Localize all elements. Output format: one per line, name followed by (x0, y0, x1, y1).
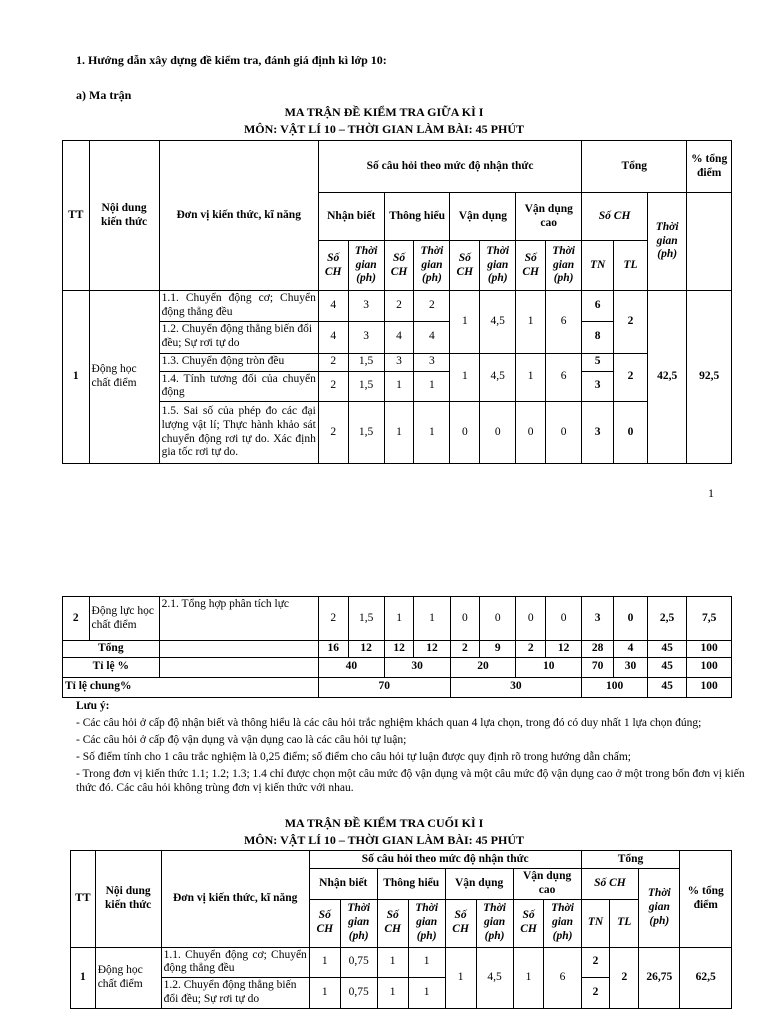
cell: 0 (516, 597, 546, 641)
unit-cell: 1.2. Chuyển động thẳng biến đổi đều; Sự rơi tự do (159, 321, 318, 353)
cell: 12 (414, 641, 450, 658)
header-soch: Số CH (384, 241, 414, 291)
row-tt: 1 (63, 291, 90, 464)
ratio-label: Tỉ lệ % (63, 657, 160, 677)
cell: 30 (384, 657, 450, 677)
cell: 92,5 (687, 291, 732, 464)
cell: 2 (384, 291, 414, 322)
cell: 1 (516, 353, 546, 402)
cell: 1,5 (348, 371, 384, 402)
matrix1-subtitle: MÔN: VẬT LÍ 10 – THỜI GIAN LÀM BÀI: 45 PHÚT (243, 122, 525, 136)
cell: 1 (309, 947, 340, 978)
cell: 3 (582, 597, 614, 641)
unit-cell: 1.5. Sai số của phép đo các đại lượng vật lí; Thực hành khảo sát chuyển động rơi tự do. Xác định gia tốc rơi tự do. (159, 402, 318, 464)
header-time: Thời gian (ph) (348, 241, 384, 291)
header-soch: Số CH (377, 899, 408, 947)
cell: 4 (384, 321, 414, 353)
cell: 3 (582, 402, 614, 464)
cell: 4 (318, 321, 348, 353)
cell: 1 (450, 291, 480, 354)
cell: 12 (384, 641, 414, 658)
cell: 6 (582, 291, 614, 322)
cell: 1 (445, 947, 476, 1008)
cell: 45 (647, 641, 686, 658)
header-content: Nội dung kiến thức (95, 851, 161, 948)
header-soch: Số CH (445, 899, 476, 947)
header-unit: Đơn vị kiến thức, kĩ năng (159, 141, 318, 291)
cell: 2 (610, 947, 639, 1008)
header-soch: Số CH (516, 241, 546, 291)
header-tl: TL (610, 899, 639, 947)
cell: 1 (309, 978, 340, 1009)
cell: 30 (614, 657, 648, 677)
header-tn: TN (581, 899, 610, 947)
header-time: Thời gian (ph) (480, 241, 516, 291)
cell: 0 (480, 597, 516, 641)
overall-label: Tỉ lệ chung% (63, 677, 319, 697)
cell: 2 (614, 291, 648, 354)
cell: 100 (582, 677, 648, 697)
cell: 28 (582, 641, 614, 658)
unit-cell: 1.4. Tính tương đối của chuyển động (159, 371, 318, 402)
header-tt: TT (63, 141, 90, 291)
cell: 45 (647, 677, 686, 697)
cell: 4,5 (480, 353, 516, 402)
cell: 1 (408, 947, 445, 978)
cell: 6 (546, 291, 582, 354)
cell: 12 (348, 641, 384, 658)
cell: 1 (414, 402, 450, 464)
cell: 100 (687, 641, 732, 658)
cell: 0 (614, 402, 648, 464)
header-percent: % tổng điểm (680, 851, 732, 948)
cell: 3 (384, 353, 414, 371)
header-content: Nội dung kiến thức (89, 141, 159, 291)
sum-label: Tổng (63, 641, 160, 658)
header-high: Vận dụng cao (513, 869, 581, 900)
note-item: - Số điểm tính cho 1 câu trắc nghiệm là 0,25 điểm; số điểm cho câu hỏi tự luận được quy định rõ trong hướng dẫn chấm; (76, 751, 631, 763)
notes-title: Lưu ý: (76, 700, 110, 712)
cell: 6 (544, 947, 581, 1008)
unit-cell: 1.1. Chuyển động cơ; Chuyển động thẳng đều (161, 947, 309, 978)
header-apply: Vận dụng (445, 869, 513, 900)
header-tn: TN (582, 241, 614, 291)
cell: 100 (687, 677, 732, 697)
cell: 7,5 (687, 597, 732, 641)
cell: 12 (546, 641, 582, 658)
cell: 100 (687, 657, 732, 677)
section-heading: 1. Hướng dẫn xây dựng đề kiểm tra, đánh giá định kì lớp 10: (76, 53, 387, 67)
cell: 4 (614, 641, 648, 658)
cell: 70 (318, 677, 450, 697)
header-high: Vận dụng cao (516, 193, 582, 241)
cell: 4,5 (476, 947, 513, 1008)
unit-cell: 2.1. Tổng hợp phân tích lực (159, 597, 318, 641)
cell: 3 (348, 321, 384, 353)
header-under: Thông hiểu (384, 193, 450, 241)
cell: 4 (318, 291, 348, 322)
cell: 0,75 (340, 947, 377, 978)
header-total: Tổng (581, 851, 680, 869)
cell: 0,75 (340, 978, 377, 1009)
cell: 1,5 (348, 597, 384, 641)
cell (159, 657, 318, 677)
cell: 1 (384, 597, 414, 641)
note-item: - Các câu hỏi ở cấp độ nhận biết và thông hiểu là các câu hỏi trắc nghiệm khách quan 4 lựa chọn, trong đó có duy nhất 1 lựa chọn đúng; (76, 717, 702, 729)
note-item: - Trong đơn vị kiến thức 1.1; 1.2; 1.3; 1.4 chỉ được chọn một câu mức độ vận dụng và một câu mức độ vận dụng cao ở một trong bốn đơn vị kiến thức đó. Các câu hỏi không trùng đơn vị kiến thức với nhau. (76, 768, 745, 795)
header-time-total: Thời gian (ph) (648, 193, 687, 291)
header-soch: Số CH (450, 241, 480, 291)
cell: 16 (318, 641, 348, 658)
cell: 2 (581, 947, 610, 978)
cell: 3 (348, 291, 384, 322)
header-tt: TT (71, 851, 96, 948)
cell: 1 (384, 371, 414, 402)
cell: 2 (581, 978, 610, 1009)
cell: 10 (516, 657, 582, 677)
matrix1-title: MA TRẬN ĐỀ KIỂM TRA GIỮA KÌ I (284, 105, 484, 119)
cell: 42,5 (648, 291, 687, 464)
cell: 2 (318, 353, 348, 371)
header-time: Thời gian (ph) (414, 241, 450, 291)
cell: 0 (480, 402, 516, 464)
header-soch: Số CH (309, 899, 340, 947)
header-percent-empty (687, 193, 732, 291)
cell: 5 (582, 353, 614, 371)
cell: 0 (546, 597, 582, 641)
unit-cell: 1.2. Chuyển động thẳng biến đổi đều; Sự rơi tự do (161, 978, 309, 1009)
cell: 26,75 (639, 947, 680, 1008)
cell: 2 (318, 371, 348, 402)
cell: 62,5 (680, 947, 732, 1008)
header-total: Tổng (582, 141, 687, 193)
cell: 1 (513, 947, 544, 1008)
header-soch: Số CH (581, 869, 639, 900)
cell (159, 641, 318, 658)
cell: 1,5 (348, 402, 384, 464)
row-tt: 2 (63, 597, 90, 641)
cell: 40 (318, 657, 384, 677)
cell: 70 (582, 657, 614, 677)
matrix2-table (70, 850, 732, 1009)
cell: 0 (546, 402, 582, 464)
header-recog: Nhận biết (309, 869, 377, 900)
matrix2-subtitle: MÔN: VẬT LÍ 10 – THỜI GIAN LÀM BÀI: 45 PHÚT (243, 833, 525, 847)
unit-cell: 1.3. Chuyển động tròn đều (159, 353, 318, 371)
header-levels: Số câu hỏi theo mức độ nhận thức (318, 141, 581, 193)
header-time: Thời gian (ph) (544, 899, 581, 947)
header-tl: TL (614, 241, 648, 291)
cell: 6 (546, 353, 582, 402)
cell: 8 (582, 321, 614, 353)
unit-cell: 1.1. Chuyển động cơ; Chuyển động thẳng đều (159, 291, 318, 322)
cell: 2 (414, 291, 450, 322)
header-apply: Vận dụng (450, 193, 516, 241)
cell: 1 (408, 978, 445, 1009)
cell: 0 (450, 597, 480, 641)
header-time: Thời gian (ph) (476, 899, 513, 947)
header-time-total: Thời gian (ph) (639, 869, 680, 948)
cell: 30 (450, 677, 582, 697)
matrix1-table (62, 140, 732, 464)
row-topic: Động học chất điểm (89, 291, 159, 464)
header-time: Thời gian (ph) (546, 241, 582, 291)
matrix1-table-continued (62, 596, 732, 698)
cell: 2 (614, 353, 648, 402)
cell: 20 (450, 657, 516, 677)
header-recog: Nhận biết (318, 193, 384, 241)
cell: 1 (414, 371, 450, 402)
header-percent: % tổng điểm (687, 141, 732, 193)
cell: 1 (414, 597, 450, 641)
cell: 2 (318, 597, 348, 641)
cell: 1 (450, 353, 480, 402)
cell: 2,5 (647, 597, 686, 641)
row-topic: Động học chất điểm (95, 947, 161, 1008)
header-under: Thông hiểu (377, 869, 445, 900)
page-number: 1 (708, 486, 714, 500)
subsection-heading: a) Ma trận (76, 88, 132, 102)
row-tt: 1 (71, 947, 96, 1008)
header-levels: Số câu hỏi theo mức độ nhận thức (309, 851, 581, 869)
header-time: Thời gian (ph) (408, 899, 445, 947)
cell: 1,5 (348, 353, 384, 371)
cell: 2 (318, 402, 348, 464)
cell: 0 (450, 402, 480, 464)
header-unit: Đơn vị kiến thức, kĩ năng (161, 851, 309, 948)
header-soch: Số CH (513, 899, 544, 947)
row-topic: Động lực học chất điểm (89, 597, 159, 641)
cell: 0 (516, 402, 546, 464)
cell: 1 (377, 978, 408, 1009)
cell: 9 (480, 641, 516, 658)
cell: 0 (614, 597, 648, 641)
cell: 45 (647, 657, 686, 677)
note-item: - Các câu hỏi ở cấp độ vận dụng và vận dụng cao là các câu hỏi tự luận; (76, 734, 407, 746)
cell: 3 (414, 353, 450, 371)
cell: 2 (516, 641, 546, 658)
header-soch: Số CH (318, 241, 348, 291)
cell: 1 (377, 947, 408, 978)
header-time: Thời gian (ph) (340, 899, 377, 947)
matrix2-title: MA TRẬN ĐỀ KIỂM TRA CUỐI KÌ I (284, 816, 484, 830)
header-soch: Số CH (582, 193, 648, 241)
cell: 4,5 (480, 291, 516, 354)
cell: 4 (414, 321, 450, 353)
cell: 2 (450, 641, 480, 658)
cell: 1 (384, 402, 414, 464)
cell: 1 (516, 291, 546, 354)
cell: 3 (582, 371, 614, 402)
